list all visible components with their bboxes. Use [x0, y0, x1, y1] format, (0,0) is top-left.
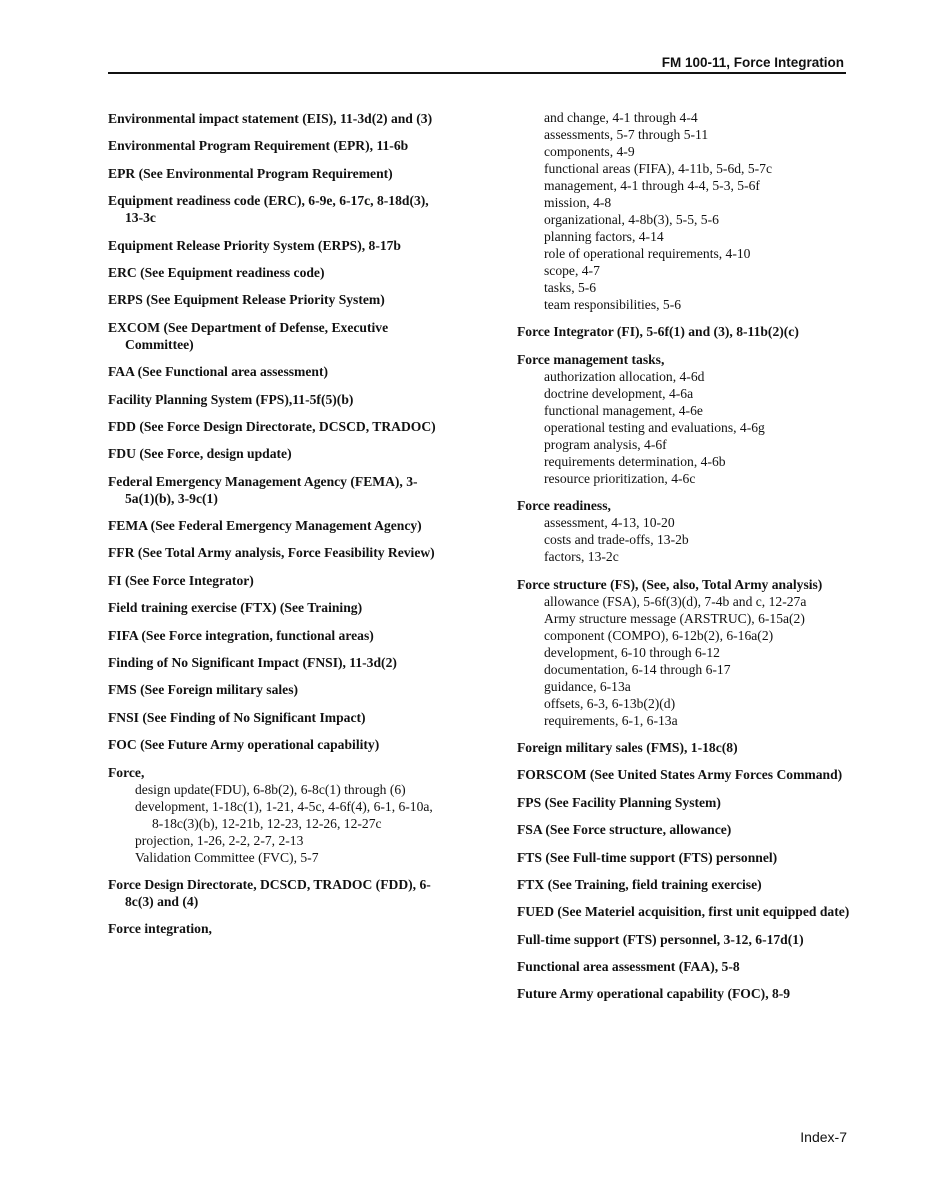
index-entry-heading: FAA (See Functional area assessment): [108, 364, 328, 380]
index-entry-heading: FTX (See Training, field training exercise): [517, 876, 762, 892]
index-entry: [517, 821, 852, 838]
index-entry: [108, 627, 438, 644]
index-entry-heading: Environmental Program Requirement (EPR), 11-6b: [108, 138, 409, 154]
index-column-left: [108, 110, 438, 948]
index-entry: [108, 572, 438, 589]
index-entry-heading: FORSCOM (See United States Army Forces Command): [517, 767, 843, 783]
index-subentry: functional management, 4-6e: [544, 402, 703, 418]
index-subentry: components, 4-9: [544, 144, 635, 159]
index-entry: [517, 766, 852, 783]
index-entry-heading: FNSI (See Finding of No Significant Impact): [108, 709, 366, 725]
index-entry-heading: FFR (See Total Army analysis, Force Feasibility Review): [108, 545, 435, 561]
index-entry: [517, 876, 852, 893]
index-subentry: requirements, 6-1, 6-13a: [544, 712, 678, 728]
index-entry-heading: FIFA (See Force integration, functional areas): [108, 627, 374, 643]
index-entry: [517, 903, 852, 920]
index-entry-heading: ERPS (See Equipment Release Priority System): [108, 292, 385, 308]
index-entry: [108, 418, 438, 435]
index-entry: [108, 681, 438, 698]
index-entry: [108, 110, 438, 127]
index-subentry: development, 6-10 through 6-12: [544, 644, 720, 660]
index-subentry: tasks, 5-6: [544, 280, 597, 295]
index-entry-heading: FDU (See Force, design update): [108, 446, 292, 462]
index-entry-heading: Equipment readiness code (ERC), 6-9e, 6-17c, 8-18d(3), 13-3c: [108, 193, 429, 226]
index-entry: [108, 264, 438, 281]
index-entry-heading: FMS (See Foreign military sales): [108, 682, 299, 698]
index-entry-heading: Force structure (FS), (See, also, Total Army analysis): [517, 576, 823, 592]
index-entry: [108, 237, 438, 254]
index-entry-heading: Federal Emergency Management Agency (FEMA), 3-5a(1)(b), 3-9c(1): [108, 473, 418, 506]
index-entry: [517, 351, 852, 487]
index-entry-heading: FTS (See Full-time support (FTS) personnel): [517, 849, 778, 865]
index-subentry: organizational, 4-8b(3), 5-5, 5-6: [544, 212, 719, 227]
index-subentry: assessment, 4-13, 10-20: [544, 515, 675, 531]
index-subentry: documentation, 6-14 through 6-17: [544, 661, 731, 677]
index-entry: [517, 323, 852, 340]
index-subentry: role of operational requirements, 4-10: [544, 246, 751, 261]
index-entry-heading: FDD (See Force Design Directorate, DCSCD, TRADOC): [108, 418, 436, 434]
index-entry: [517, 497, 852, 565]
index-entry: [108, 599, 438, 616]
index-entry: [108, 165, 438, 182]
index-subentry: factors, 13-2c: [544, 549, 619, 565]
index-subentry: team responsibilities, 5-6: [544, 297, 682, 312]
index-subentry: allowance (FSA), 5-6f(3)(d), 7-4b and c, 12-27a: [544, 593, 807, 609]
index-entry: [108, 709, 438, 726]
index-subentry: functional areas (FIFA), 4-11b, 5-6d, 5-7c: [544, 161, 773, 176]
index-entry-heading: FSA (See Force structure, allowance): [517, 822, 732, 838]
index-subentry: costs and trade-offs, 13-2b: [544, 532, 689, 548]
index-subentry: scope, 4-7: [544, 263, 600, 278]
index-entry: [108, 473, 438, 507]
index-subentry: assessments, 5-7 through 5-11: [544, 127, 709, 142]
index-entry: [108, 920, 438, 937]
index-entry-heading: Force Design Directorate, DCSCD, TRADOC (FDD), 6-8c(3) and (4): [108, 876, 431, 909]
index-entry-heading: FPS (See Facility Planning System): [517, 794, 721, 810]
index-entry: [517, 739, 852, 756]
index-entry-heading: Foreign military sales (FMS), 1-18c(8): [517, 739, 738, 755]
page-number: Index-7: [800, 1129, 847, 1145]
index-subentry: operational testing and evaluations, 4-6g: [544, 419, 765, 435]
index-subentry: program analysis, 4-6f: [544, 436, 667, 452]
index-entry-heading: Force Integrator (FI), 5-6f(1) and (3), 8-11b(2)(c): [517, 324, 799, 340]
index-entry: [517, 794, 852, 811]
index-entry: [517, 849, 852, 866]
index-subentry: offsets, 6-3, 6-13b(2)(d): [544, 695, 676, 711]
index-subentry: and change, 4-1 through 4-4: [544, 110, 698, 125]
index-entry: [108, 517, 438, 534]
running-header-title: FM 100-11, Force Integration: [661, 55, 844, 70]
index-entry: [108, 445, 438, 462]
index-entry: [108, 192, 438, 226]
index-subentry: requirements determination, 4-6b: [544, 453, 726, 469]
index-subentry: Validation Committee (FVC), 5-7: [135, 849, 319, 865]
index-entry: [517, 576, 852, 729]
index-entry: [517, 931, 852, 948]
index-entry: [108, 391, 438, 408]
index-entry-heading: Finding of No Significant Impact (FNSI), 11-3d(2): [108, 655, 397, 671]
index-entry: [108, 544, 438, 561]
index-entry-heading: Force integration,: [108, 921, 212, 937]
index-subentry: component (COMPO), 6-12b(2), 6-16a(2): [544, 627, 774, 643]
header-rule: [108, 72, 846, 74]
index-entry-heading: EXCOM (See Department of Defense, Executive Committee): [108, 319, 389, 352]
index-entry-heading: Force readiness,: [517, 498, 611, 514]
index-entry: [108, 363, 438, 380]
index-entry-heading: FI (See Force Integrator): [108, 572, 254, 588]
index-entry-heading: Force,: [108, 764, 145, 780]
index-subentry: management, 4-1 through 4-4, 5-3, 5-6f: [544, 178, 760, 193]
index-entry: [108, 654, 438, 671]
index-subentry: design update(FDU), 6-8b(2), 6-8c(1) through (6): [135, 781, 406, 797]
index-entry-heading: Functional area assessment (FAA), 5-8: [517, 959, 740, 975]
index-subentry: projection, 1-26, 2-2, 2-7, 2-13: [135, 832, 304, 848]
index-entry-heading: FUED (See Materiel acquisition, first unit equipped date): [517, 904, 850, 920]
index-entry-heading: Full-time support (FTS) personnel, 3-12, 6-17d(1): [517, 931, 804, 947]
index-subentry: mission, 4-8: [544, 195, 612, 210]
index-entry-heading: Field training exercise (FTX) (See Training): [108, 600, 363, 616]
index-entry: [108, 764, 438, 866]
index-entry-heading: FOC (See Future Army operational capability): [108, 737, 380, 753]
index-entry: [108, 319, 438, 353]
index-subentry: development, 1-18c(1), 1-21, 4-5c, 4-6f(4), 6-1, 6-10a, 8-18c(3)(b), 12-21b, 12-23, 12-26, 12-27c: [135, 798, 433, 831]
index-subentry: guidance, 6-13a: [544, 678, 631, 694]
index-entry: [108, 876, 438, 910]
index-entry: [108, 736, 438, 753]
index-entry-heading: Future Army operational capability (FOC), 8-9: [517, 986, 791, 1002]
index-subentry: doctrine development, 4-6a: [544, 385, 694, 401]
index-entry: [108, 291, 438, 308]
index-subentry: authorization allocation, 4-6d: [544, 368, 705, 384]
index-entry-heading: ERC (See Equipment readiness code): [108, 264, 325, 280]
index-entry-heading: Equipment Release Priority System (ERPS), 8-17b: [108, 237, 401, 253]
index-entry-heading: Force management tasks,: [517, 351, 665, 367]
index-entry-heading: Environmental impact statement (EIS), 11-3d(2) and (3): [108, 111, 433, 126]
index-entry: [517, 958, 852, 975]
index-entry: [108, 137, 438, 154]
index-subentry: planning factors, 4-14: [544, 229, 664, 244]
index-entry-continuation: [517, 109, 852, 313]
index-entry-heading: FEMA (See Federal Emergency Management Agency): [108, 518, 422, 534]
index-entry: [517, 985, 852, 1002]
index-column-right: [517, 109, 852, 1013]
index-subentry: Army structure message (ARSTRUC), 6-15a(2): [544, 610, 805, 626]
index-subentry: resource prioritization, 4-6c: [544, 470, 696, 486]
index-entry-heading: EPR (See Environmental Program Requirement): [108, 165, 393, 181]
index-entry-heading: Facility Planning System (FPS),11-5f(5)(b): [108, 391, 354, 407]
